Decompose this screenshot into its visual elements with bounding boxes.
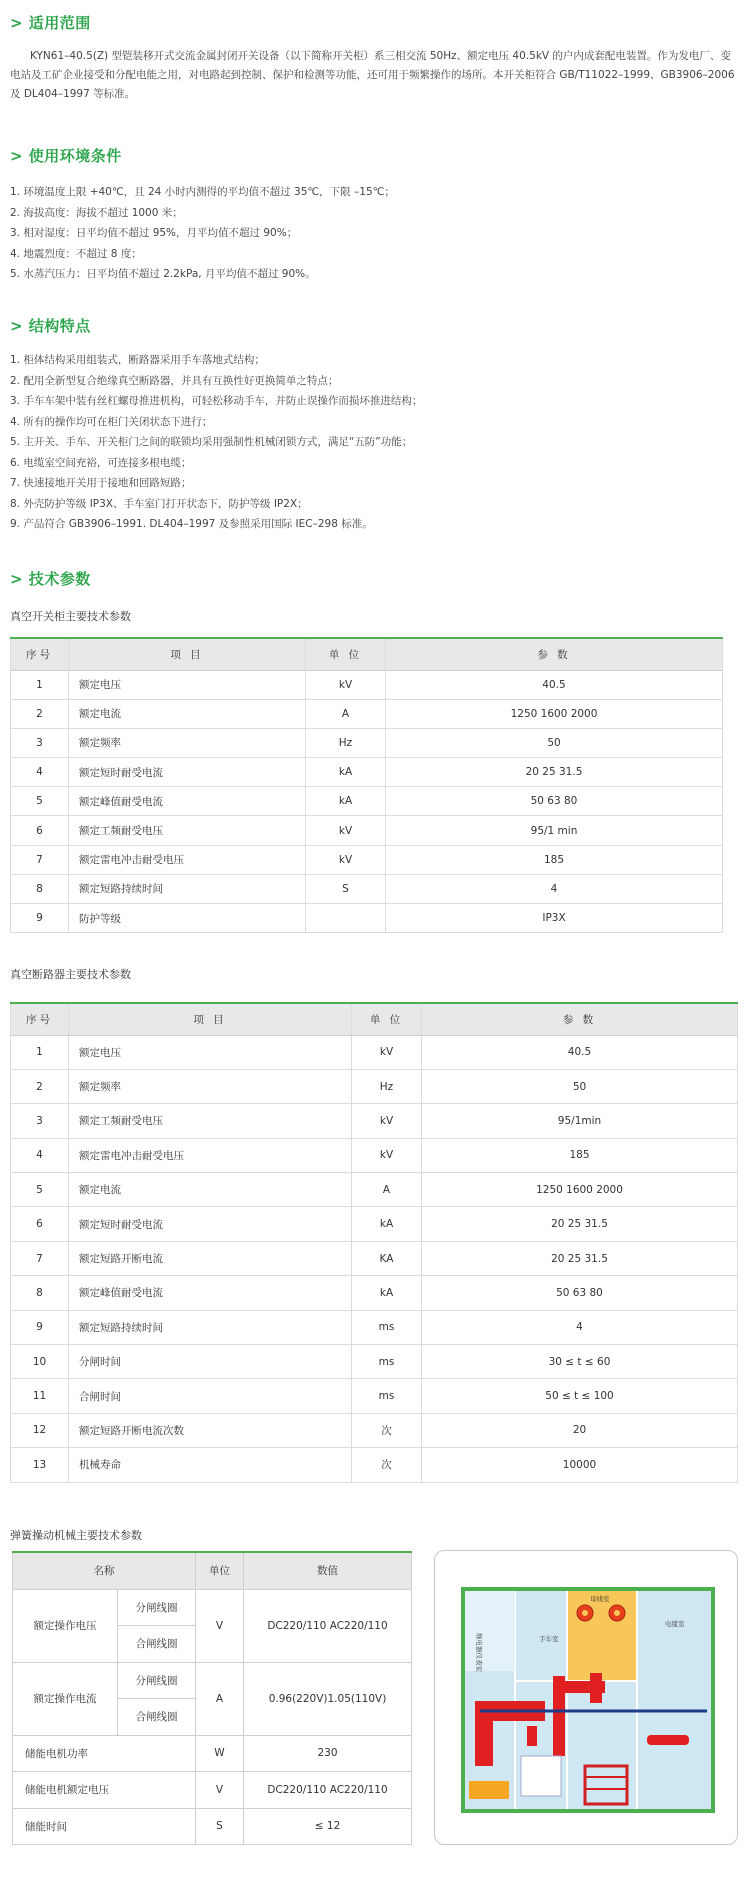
cell-unit: kV bbox=[352, 1104, 422, 1138]
cell-item: 额定短路开断电流次数 bbox=[69, 1413, 352, 1447]
busbar-core bbox=[582, 1610, 588, 1616]
cell-value: 1250 1600 2000 bbox=[386, 699, 723, 728]
list-item: 5. 水蒸汽压力：日平均值不超过 2.2kPa, 月平均值不超过 90%。 bbox=[10, 268, 316, 280]
cell-item: 额定频率 bbox=[69, 1069, 352, 1103]
cell-index: 8 bbox=[11, 1276, 69, 1310]
cell-index: 5 bbox=[11, 787, 69, 816]
table-row bbox=[11, 874, 723, 903]
switchgear-params-table bbox=[10, 637, 723, 933]
label-busbar-room: 母线室 bbox=[590, 1595, 610, 1603]
cell-name: 储能电机功率 bbox=[13, 1735, 196, 1772]
col-header: 名称 bbox=[13, 1552, 196, 1589]
cell-item: 额定电流 bbox=[69, 699, 306, 728]
table1-caption: 真空开关柜主要技术参数 bbox=[10, 610, 131, 623]
cell-unit: W bbox=[196, 1735, 244, 1772]
table-row bbox=[11, 1241, 738, 1275]
cell-value: 20 bbox=[422, 1413, 738, 1447]
table3-caption: 弹簧操动机械主要技术参数 bbox=[10, 1529, 142, 1542]
table-row bbox=[11, 670, 723, 699]
cell-name: 储能电机额定电压 bbox=[13, 1772, 196, 1809]
instrument-room bbox=[465, 1591, 515, 1671]
cell-value: 50 bbox=[386, 728, 723, 757]
cell-value: 20 25 31.5 bbox=[422, 1207, 738, 1241]
cell-item: 额定电流 bbox=[69, 1173, 352, 1207]
busbar-room bbox=[567, 1591, 637, 1681]
col-header: 单 位 bbox=[352, 1003, 422, 1035]
table-row bbox=[11, 699, 723, 728]
cell-value: 185 bbox=[386, 845, 723, 874]
table-row bbox=[11, 816, 723, 845]
col-header: 参 数 bbox=[422, 1003, 738, 1035]
environment-list bbox=[10, 182, 738, 285]
cart-leg bbox=[475, 1721, 493, 1766]
cell-value: DC220/110 AC220/110 bbox=[244, 1772, 412, 1809]
cell-value: 50 63 80 bbox=[422, 1276, 738, 1310]
cable-terminal bbox=[647, 1735, 689, 1745]
cell-unit: 次 bbox=[352, 1413, 422, 1447]
table-row bbox=[11, 787, 723, 816]
cell-value: 4 bbox=[386, 874, 723, 903]
list-item: 2. 海拔高度：海拔不超过 1000 米； bbox=[10, 206, 183, 219]
list-item: 9. 产品符合 GB3906–1991. DL404–1997 及参照采用国际 IEC–298 标准。 bbox=[10, 518, 373, 530]
cell-index: 5 bbox=[11, 1173, 69, 1207]
cell-value: 20 25 31.5 bbox=[386, 758, 723, 787]
cell-item: 额定频率 bbox=[69, 728, 306, 757]
list-item: 4. 所有的操作均可在柜门关闭状态下进行； bbox=[10, 415, 213, 428]
cell-index: 7 bbox=[11, 1241, 69, 1275]
cabinet-diagram bbox=[435, 1551, 739, 1846]
spring-mechanism-table bbox=[12, 1551, 412, 1845]
cell-value: 95/1min bbox=[422, 1104, 738, 1138]
cell-item: 额定电压 bbox=[69, 670, 306, 699]
cell-unit: ms bbox=[352, 1310, 422, 1344]
cell-value: 230 bbox=[244, 1735, 412, 1772]
cell-value: ≤ 12 bbox=[244, 1808, 412, 1845]
cell-unit: V bbox=[196, 1589, 244, 1662]
table-row bbox=[11, 758, 723, 787]
table-row bbox=[11, 1173, 738, 1207]
cell-index: 1 bbox=[11, 670, 69, 699]
cell-item: 机械寿命 bbox=[69, 1448, 352, 1482]
cell-unit: kV bbox=[352, 1035, 422, 1069]
cell-value: 0.96(220V)1.05(110V) bbox=[244, 1662, 412, 1735]
cell-index: 10 bbox=[11, 1345, 69, 1379]
table-row bbox=[11, 1448, 738, 1482]
table-row bbox=[11, 1345, 738, 1379]
cell-index: 3 bbox=[11, 728, 69, 757]
cell-item: 额定峰值耐受电流 bbox=[69, 1276, 352, 1310]
table-row bbox=[11, 1104, 738, 1138]
cell-value: 40.5 bbox=[386, 670, 723, 699]
table-row bbox=[13, 1772, 412, 1809]
cell-item: 额定短路持续时间 bbox=[69, 1310, 352, 1344]
table-row bbox=[11, 1035, 738, 1069]
cell-unit: kA bbox=[306, 758, 386, 787]
cell-value: 1250 1600 2000 bbox=[422, 1173, 738, 1207]
col-header: 项 目 bbox=[69, 638, 306, 670]
cell-subname: 分闸线圈 bbox=[118, 1662, 196, 1699]
label-instrument-room: 继电器仪表室 bbox=[475, 1633, 483, 1672]
list-item: 5. 主开关、手车、开关柜门之间的联锁均采用强制性机械闭锁方式，满足“五防”功能； bbox=[10, 436, 413, 448]
cell-unit: Hz bbox=[352, 1069, 422, 1103]
list-item: 2. 配用全新型复合绝缘真空断路器，并具有互换性好更换简单之特点； bbox=[10, 374, 339, 387]
cell-unit: kA bbox=[352, 1276, 422, 1310]
cell-index: 3 bbox=[11, 1104, 69, 1138]
breaker-params-table bbox=[10, 1002, 738, 1483]
cell-item: 额定短路持续时间 bbox=[69, 874, 306, 903]
cell-subname: 合闸线圈 bbox=[118, 1699, 196, 1736]
cell-item: 分闸时间 bbox=[69, 1345, 352, 1379]
cell-value: DC220/110 AC220/110 bbox=[244, 1589, 412, 1662]
cell-item: 额定雷电冲击耐受电压 bbox=[69, 845, 306, 874]
col-header: 序号 bbox=[11, 638, 69, 670]
cell-value: 50 63 80 bbox=[386, 787, 723, 816]
cell-index: 2 bbox=[11, 1069, 69, 1103]
list-item: 1. 柜体结构采用组装式，断路器采用手车落地式结构； bbox=[10, 354, 265, 366]
list-item: 6. 电缆室空间充裕，可连接多根电缆； bbox=[10, 456, 192, 469]
col-header: 项 目 bbox=[69, 1003, 352, 1035]
table-row bbox=[11, 1207, 738, 1241]
cell-unit: kV bbox=[306, 816, 386, 845]
cell-unit: S bbox=[306, 874, 386, 903]
table-row bbox=[13, 1662, 412, 1699]
cell-name: 额定操作电压 bbox=[13, 1589, 118, 1662]
table-header-row bbox=[11, 1003, 738, 1035]
cabinet-diagram-frame bbox=[434, 1550, 738, 1845]
cell-index: 13 bbox=[11, 1448, 69, 1482]
cell-unit: kV bbox=[352, 1138, 422, 1172]
section-title-parameters: > 技术参数 bbox=[10, 570, 91, 588]
col-header: 单 位 bbox=[306, 638, 386, 670]
cell-index: 2 bbox=[11, 699, 69, 728]
cell-index: 6 bbox=[11, 1207, 69, 1241]
cell-index: 4 bbox=[11, 758, 69, 787]
cell-value: 95/1 min bbox=[386, 816, 723, 845]
list-item: 4. 地震烈度：不超过 8 度； bbox=[10, 247, 142, 260]
cell-name: 额定操作电流 bbox=[13, 1662, 118, 1735]
cell-item: 额定电压 bbox=[69, 1035, 352, 1069]
cell-unit: KA bbox=[352, 1241, 422, 1275]
cell-item: 防护等级 bbox=[69, 904, 306, 933]
cell-value: 20 25 31.5 bbox=[422, 1241, 738, 1275]
table-row bbox=[11, 845, 723, 874]
cell-index: 1 bbox=[11, 1035, 69, 1069]
table-row bbox=[11, 1069, 738, 1103]
col-header: 序号 bbox=[11, 1003, 69, 1035]
breaker-arm bbox=[553, 1676, 565, 1756]
table-row bbox=[11, 728, 723, 757]
table-header-row bbox=[11, 638, 723, 670]
cell-unit: A bbox=[352, 1173, 422, 1207]
cell-item: 额定工频耐受电压 bbox=[69, 1104, 352, 1138]
cart-panel bbox=[521, 1756, 561, 1796]
list-item: 8. 外壳防护等级 IP3X、手车室门打开状态下，防护等级 IP2X； bbox=[10, 497, 308, 510]
cell-item: 合闸时间 bbox=[69, 1379, 352, 1413]
list-item: 3. 相对湿度：日平均值不超过 95%，月平均值不超过 90%； bbox=[10, 227, 298, 239]
table-header-row bbox=[13, 1552, 412, 1589]
cell-unit: kA bbox=[306, 787, 386, 816]
cell-unit: ms bbox=[352, 1345, 422, 1379]
cell-index: 9 bbox=[11, 904, 69, 933]
cell-unit: kV bbox=[306, 845, 386, 874]
cell-unit: kA bbox=[352, 1207, 422, 1241]
table-row bbox=[13, 1589, 412, 1626]
section-title-environment: > 使用环境条件 bbox=[10, 147, 122, 165]
cell-unit bbox=[306, 904, 386, 933]
cell-item: 额定短时耐受电流 bbox=[69, 758, 306, 787]
cell-unit: S bbox=[196, 1808, 244, 1845]
busbar-core bbox=[614, 1610, 620, 1616]
cell-value: 30 ≤ t ≤ 60 bbox=[422, 1345, 738, 1379]
cell-item: 额定短路开断电流 bbox=[69, 1241, 352, 1275]
cell-item: 额定雷电冲击耐受电压 bbox=[69, 1138, 352, 1172]
cell-unit: Hz bbox=[306, 728, 386, 757]
breaker-contact bbox=[590, 1673, 602, 1703]
cell-item: 额定短时耐受电流 bbox=[69, 1207, 352, 1241]
cell-index: 8 bbox=[11, 874, 69, 903]
label-cart-room: 手车室 bbox=[539, 1635, 559, 1643]
cell-index: 7 bbox=[11, 845, 69, 874]
cell-index: 9 bbox=[11, 1310, 69, 1344]
cell-index: 12 bbox=[11, 1413, 69, 1447]
cell-unit: ms bbox=[352, 1379, 422, 1413]
cell-subname: 合闸线圈 bbox=[118, 1626, 196, 1663]
cell-value: 4 bbox=[422, 1310, 738, 1344]
col-header: 单位 bbox=[196, 1552, 244, 1589]
cell-unit: A bbox=[196, 1662, 244, 1735]
cell-index: 11 bbox=[11, 1379, 69, 1413]
label-cable-room: 电缆室 bbox=[665, 1620, 685, 1628]
cell-subname: 分闸线圈 bbox=[118, 1589, 196, 1626]
list-item: 1. 环境温度上限 +40℃，且 24 小时内测得的平均值不超过 35℃，下限 –15℃； bbox=[10, 186, 395, 198]
table-row bbox=[11, 1310, 738, 1344]
cell-value: 10000 bbox=[422, 1448, 738, 1482]
cart-wheel-base bbox=[469, 1781, 509, 1799]
cell-index: 6 bbox=[11, 816, 69, 845]
cell-value: 40.5 bbox=[422, 1035, 738, 1069]
col-header: 数值 bbox=[244, 1552, 412, 1589]
cell-item: 额定峰值耐受电流 bbox=[69, 787, 306, 816]
table-row bbox=[11, 1138, 738, 1172]
scope-paragraph: KYN61–40.5(Z) 型铠装移开式交流金属封闭开关设备（以下简称开关柜）系三相交流 50Hz、额定电压 40.5kV 的户内成套配电装置。作为发电厂、变电站及工矿企业接受和分配电能之用，对电路起到控制、保护和检测等功能，还可用于频繁操作的场所。本开关柜符合 GB/T11022–1999、GB3906–2006 及 DL404–1997 等标准。 bbox=[10, 50, 735, 100]
cell-name: 储能时间 bbox=[13, 1808, 196, 1845]
list-item: 3. 手车车架中装有丝杠螺母推进机构，可轻松移动手车，并防止误操作而损坏推进结构； bbox=[10, 395, 423, 407]
col-header: 参 数 bbox=[386, 638, 723, 670]
table-row bbox=[11, 1413, 738, 1447]
table-row bbox=[11, 1379, 738, 1413]
cell-value: 50 ≤ t ≤ 100 bbox=[422, 1379, 738, 1413]
list-item: 7. 快速接地开关用于接地和回路短路； bbox=[10, 477, 192, 489]
cell-unit: A bbox=[306, 699, 386, 728]
cart-handle bbox=[527, 1726, 537, 1746]
table-row bbox=[13, 1808, 412, 1845]
table2-caption: 真空断路器主要技术参数 bbox=[10, 968, 131, 981]
section-title-scope: > 适用范围 bbox=[10, 14, 91, 32]
table-row bbox=[11, 1276, 738, 1310]
cell-unit: kV bbox=[306, 670, 386, 699]
cell-unit: 次 bbox=[352, 1448, 422, 1482]
section-title-features: > 结构特点 bbox=[10, 317, 91, 335]
cell-index: 4 bbox=[11, 1138, 69, 1172]
cell-value: 50 bbox=[422, 1069, 738, 1103]
cell-item: 额定工频耐受电压 bbox=[69, 816, 306, 845]
cell-unit: V bbox=[196, 1772, 244, 1809]
cell-value: 185 bbox=[422, 1138, 738, 1172]
features-list bbox=[10, 350, 738, 535]
cell-value: IP3X bbox=[386, 904, 723, 933]
table-row bbox=[11, 904, 723, 933]
table-row bbox=[13, 1735, 412, 1772]
